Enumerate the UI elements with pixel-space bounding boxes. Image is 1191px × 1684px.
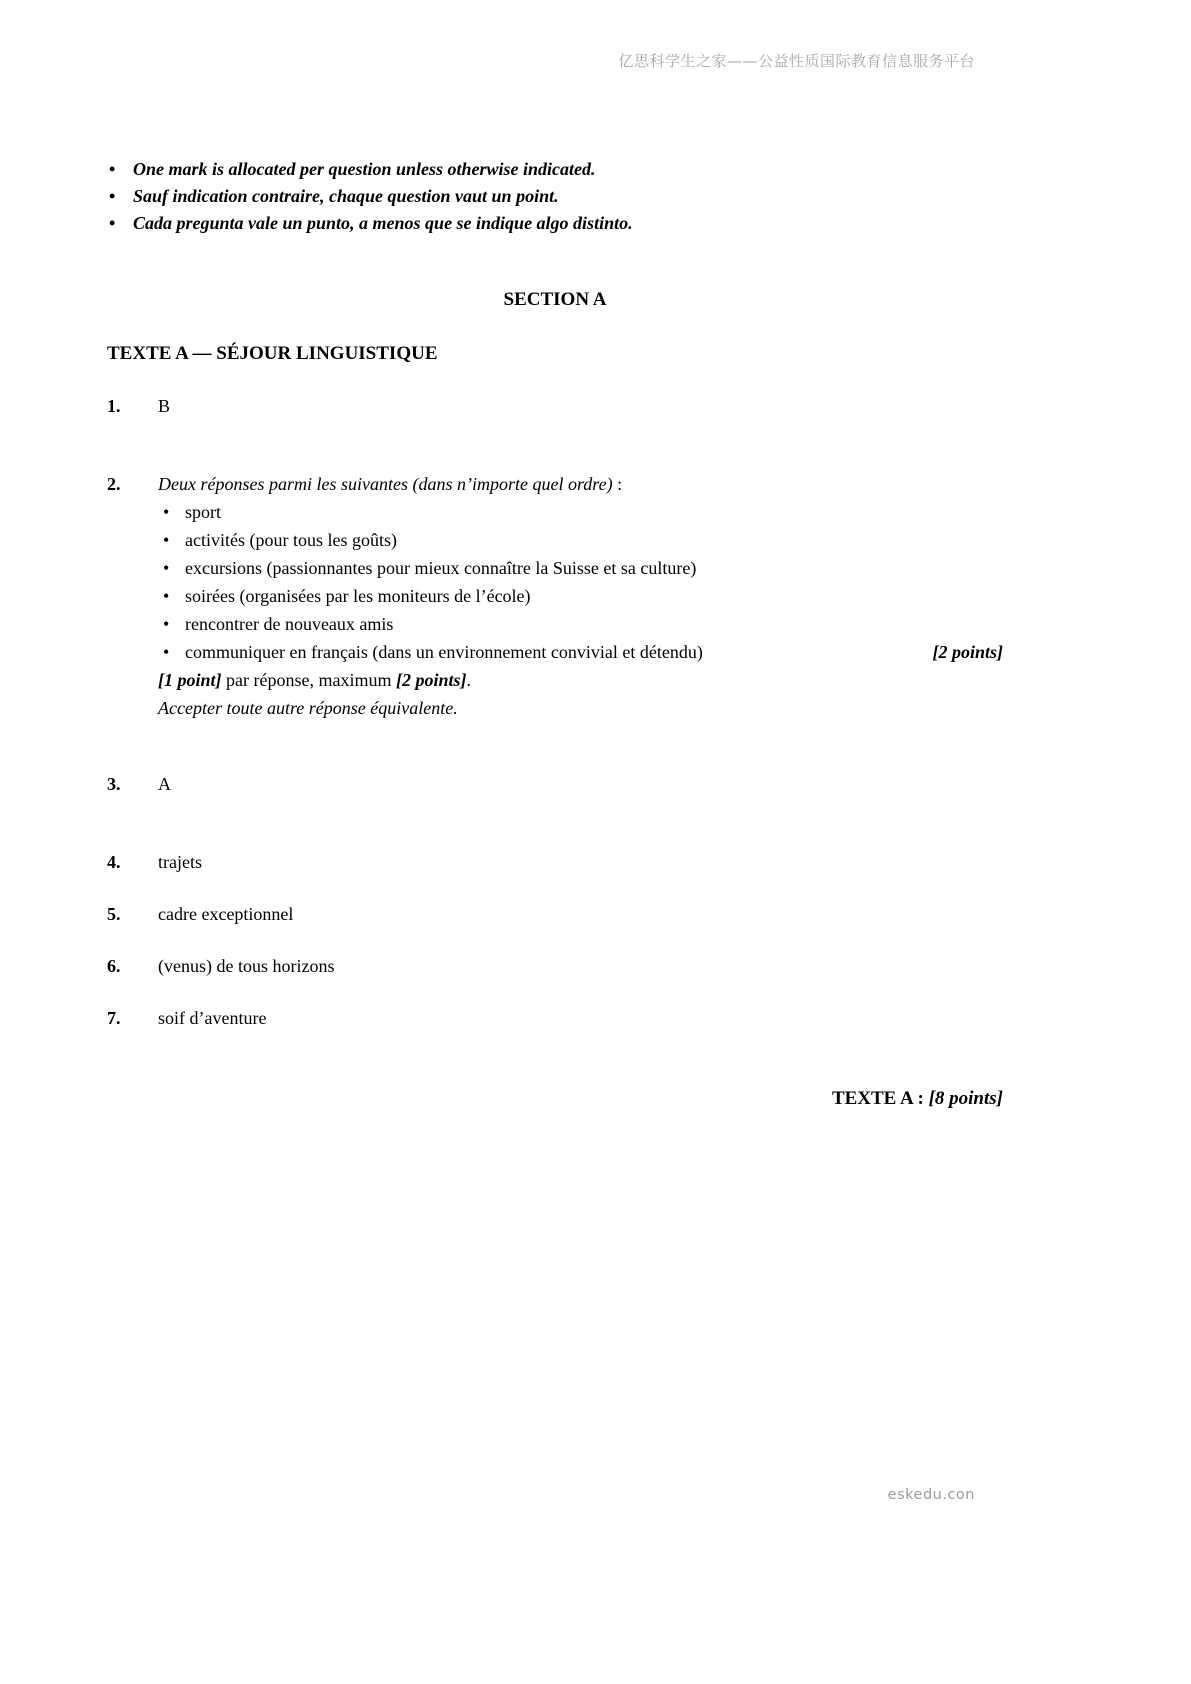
answer-text: B — [158, 396, 171, 416]
question-2 — [107, 471, 1003, 722]
scoring-note — [158, 666, 1003, 694]
q2-intro-text: Deux réponses parmi les suivantes (dans n’importe quel ordre) — [158, 474, 613, 494]
header-watermark: 亿思科学生之家——公益性质国际教育信息服务平台 — [618, 52, 975, 70]
points-badge: [2 points] — [932, 642, 1003, 662]
exam-notes — [107, 156, 1003, 237]
question-number: 2. — [107, 474, 121, 494]
answer-text: (venus) de tous horizons — [158, 956, 335, 976]
question-5 — [107, 901, 1003, 928]
question-number: 6. — [107, 956, 121, 976]
question-4 — [107, 849, 1003, 876]
scoring-middle: par réponse, maximum — [221, 670, 396, 690]
option-text: soirées (organisées par les moniteurs de l’école) — [185, 586, 531, 606]
option-item — [158, 554, 1003, 582]
bullet-icon: • — [163, 614, 170, 634]
answer-text: cadre exceptionnel — [158, 904, 294, 924]
footer-watermark: eskedu.con — [887, 1487, 975, 1503]
bullet-icon: • — [163, 586, 170, 606]
texte-a-heading: TEXTE A — SÉJOUR LINGUISTIQUE — [107, 343, 438, 364]
scoring-period: . — [466, 670, 471, 690]
answer-text: trajets — [158, 852, 202, 872]
note-item — [107, 156, 1003, 183]
scoring-per-answer: [1 point] — [158, 670, 222, 690]
question-3 — [107, 771, 1003, 798]
question-number: 3. — [107, 774, 121, 794]
bullet-icon: • — [163, 558, 170, 578]
note-text: One mark is allocated per question unless otherwise indicated. — [133, 159, 596, 179]
accept-note: Accepter toute autre réponse équivalente. — [158, 698, 458, 718]
texte-a-total — [107, 1085, 1003, 1112]
note-item — [107, 183, 1003, 210]
option-text: communiquer en français (dans un environnement convivial et détendu) — [185, 642, 703, 662]
option-text: excursions (passionnantes pour mieux connaître la Suisse et sa culture) — [185, 558, 697, 578]
option-item — [158, 638, 1003, 666]
total-label: TEXTE A : — [831, 1088, 929, 1109]
option-text: activités (pour tous les goûts) — [185, 530, 397, 550]
question-1 — [107, 393, 1003, 420]
bullet-icon: • — [163, 642, 170, 662]
bullet-icon: • — [109, 186, 116, 206]
section-a-heading: SECTION A — [503, 289, 607, 310]
question-number: 4. — [107, 852, 121, 872]
note-text: Sauf indication contraire, chaque question vaut un point. — [133, 186, 559, 206]
note-item — [107, 210, 1003, 237]
scoring-max: [2 points] — [395, 670, 467, 690]
note-text: Cada pregunta vale un punto, a menos que se indique algo distinto. — [133, 213, 633, 233]
bullet-icon: • — [163, 502, 170, 522]
bullet-icon: • — [163, 530, 170, 550]
total-points: [8 points] — [928, 1088, 1003, 1109]
bullet-icon: • — [109, 159, 116, 179]
question-number: 7. — [107, 1008, 121, 1028]
option-text: rencontrer de nouveaux amis — [185, 614, 394, 634]
option-item — [158, 498, 1003, 526]
q2-intro-colon: : — [612, 474, 623, 494]
question-number: 1. — [107, 396, 121, 416]
question-7 — [107, 1005, 1003, 1032]
question-number: 5. — [107, 904, 121, 924]
question-2-body — [158, 471, 1003, 722]
option-item — [158, 610, 1003, 638]
bullet-icon: • — [109, 213, 116, 233]
answer-text: soif d’aventure — [158, 1008, 267, 1028]
answer-text: A — [158, 774, 171, 794]
option-text: sport — [185, 502, 221, 522]
option-item — [158, 526, 1003, 554]
question-6 — [107, 953, 1003, 980]
option-item — [158, 582, 1003, 610]
q2-intro — [158, 471, 1003, 498]
